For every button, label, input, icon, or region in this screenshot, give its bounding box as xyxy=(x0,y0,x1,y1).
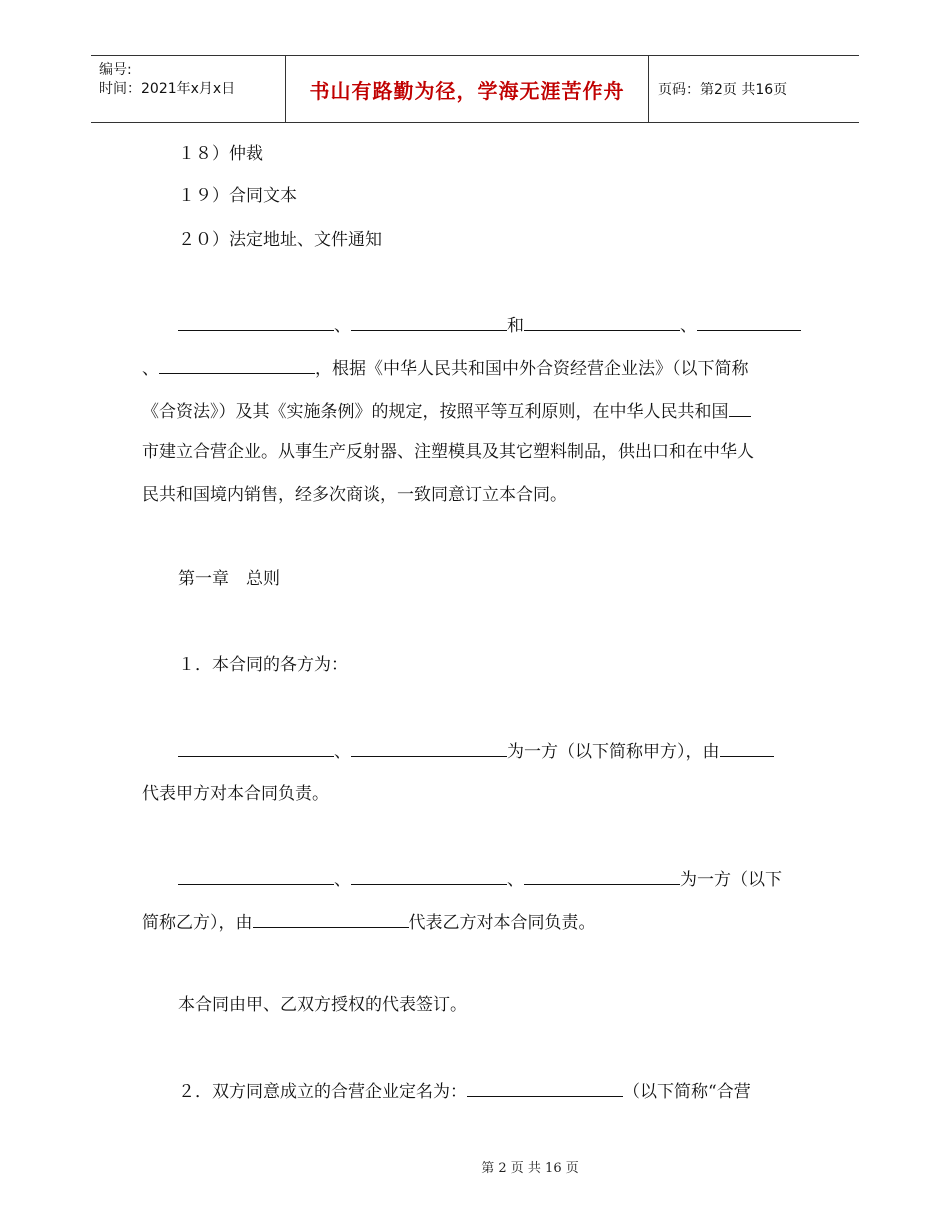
party-b-text: 代表乙方对本合同负责。 xyxy=(408,913,596,933)
blank-field[interactable] xyxy=(467,1078,623,1097)
header-motto-cell xyxy=(285,56,649,122)
party-b-text: 为一方（以下 xyxy=(680,870,782,890)
separator: 、 xyxy=(334,870,351,890)
party-a-line-1 xyxy=(178,738,774,764)
blank-field[interactable] xyxy=(697,312,801,331)
blank-field[interactable] xyxy=(720,738,774,757)
header-page-cell xyxy=(648,56,859,122)
page-footer: 第 2 页 共 16 页 xyxy=(481,1161,579,1176)
article-2-line xyxy=(178,1078,751,1104)
preamble-line-5: 民共和国境内销售，经多次商谈，一致同意订立本合同。 xyxy=(142,485,567,505)
preamble-text: ，根据《中华人民共和国中外合资经营企业法》（以下简称 xyxy=(315,359,749,379)
blank-field[interactable] xyxy=(524,866,680,885)
header-page-info: 页码：第2页 共16页 xyxy=(658,82,788,98)
preamble-line-2 xyxy=(142,355,749,381)
conjunction-text: 和 xyxy=(507,316,524,336)
preamble-line-3 xyxy=(142,398,751,424)
party-b-line-2 xyxy=(142,909,596,935)
article-2-text: （以下简称“合营 xyxy=(623,1082,751,1102)
separator: 、 xyxy=(507,870,524,890)
article-2-text: ２．双方同意成立的合营企业定名为： xyxy=(178,1082,467,1102)
date-label: 时间：2021年x月x日 xyxy=(99,81,236,97)
blank-field[interactable] xyxy=(524,312,680,331)
blank-field[interactable] xyxy=(159,355,315,374)
preamble-line-4: 市建立合营企业。从事生产反射器、注塑模具及其它塑料制品，供出口和在中华人 xyxy=(142,442,754,462)
blank-field[interactable] xyxy=(351,738,507,757)
blank-field[interactable] xyxy=(178,312,334,331)
blank-field[interactable] xyxy=(351,312,507,331)
party-b-line-1 xyxy=(178,866,782,892)
blank-field[interactable] xyxy=(253,909,409,928)
separator: 、 xyxy=(334,316,351,336)
separator: 、 xyxy=(142,359,159,379)
party-a-line-2: 代表甲方对本合同负责。 xyxy=(142,784,329,804)
page-header xyxy=(91,55,859,123)
signing-statement: 本合同由甲、乙双方授权的代表签订。 xyxy=(178,995,467,1015)
motto-text: 书山有路勤为径，学海无涯苦作舟 xyxy=(309,78,625,103)
header-left-cell xyxy=(91,56,285,122)
preamble-line-1 xyxy=(178,312,801,338)
preamble-text: 《合资法》）及其《实施条例》的规定，按照平等互利原则，在中华人民共和国 xyxy=(142,402,729,422)
separator: 、 xyxy=(680,316,697,336)
party-a-text: 为一方（以下简称甲方），由 xyxy=(507,742,720,762)
party-b-text: 简称乙方），由 xyxy=(142,913,253,933)
article-1-heading: １．本合同的各方为： xyxy=(178,655,348,675)
list-item-20: ２０）法定地址、文件通知 xyxy=(178,230,382,250)
chapter-heading: 第一章 总则 xyxy=(178,569,280,589)
blank-field[interactable] xyxy=(178,738,334,757)
blank-field[interactable] xyxy=(729,398,751,417)
blank-field[interactable] xyxy=(178,866,334,885)
list-item-18: １８）仲裁 xyxy=(178,144,263,164)
serial-number-label: 编号: xyxy=(99,62,132,78)
blank-field[interactable] xyxy=(351,866,507,885)
list-item-19: １９）合同文本 xyxy=(178,186,297,206)
separator: 、 xyxy=(334,742,351,762)
